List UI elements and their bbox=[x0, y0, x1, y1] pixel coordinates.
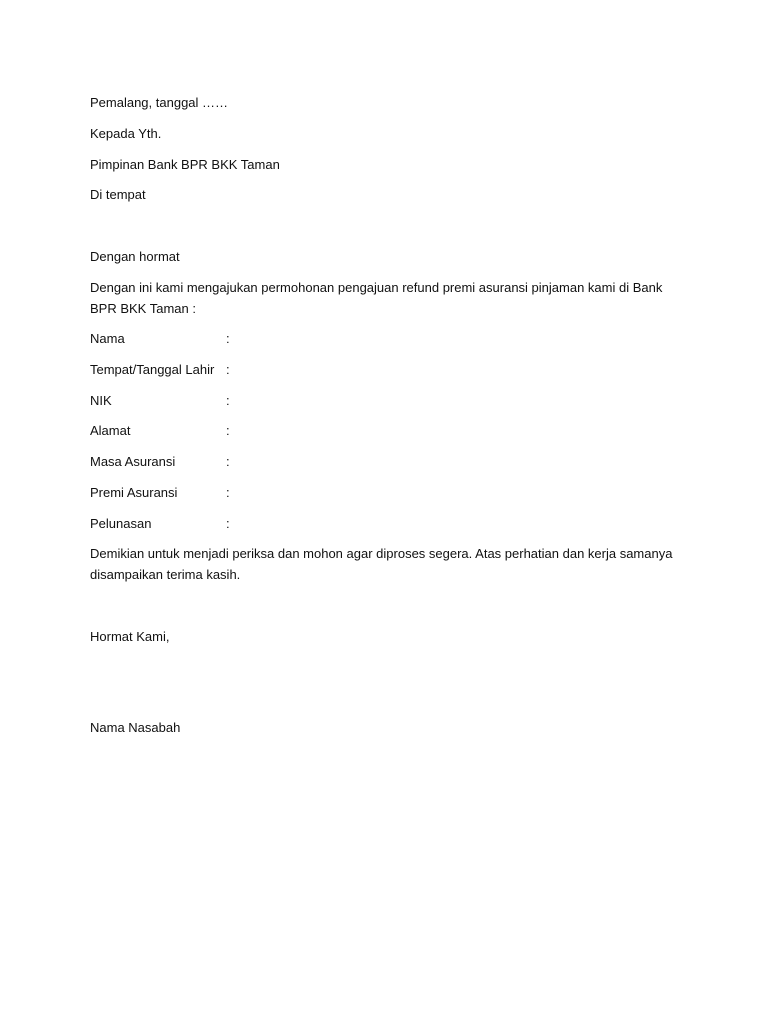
field-label: Pelunasan bbox=[90, 516, 152, 531]
field-colon: : bbox=[226, 485, 230, 500]
intro-paragraph: Dengan ini kami mengajukan permohonan pengajuan refund premi asuransi pinjaman kami di Bank BPR BKK Taman : bbox=[90, 280, 663, 316]
greeting: Dengan hormat bbox=[90, 249, 180, 264]
recipient-location: Di tempat bbox=[90, 187, 146, 202]
field-label: Tempat/Tanggal Lahir bbox=[90, 362, 215, 377]
field-colon: : bbox=[226, 393, 230, 408]
field-colon: : bbox=[226, 423, 230, 438]
field-label: Nama bbox=[90, 331, 125, 346]
recipient-name: Pimpinan Bank BPR BKK Taman bbox=[90, 157, 280, 172]
field-label: Masa Asuransi bbox=[90, 454, 176, 469]
field-label: NIK bbox=[90, 393, 112, 408]
field-label: Alamat bbox=[90, 423, 131, 438]
recipient-salutation: Kepada Yth. bbox=[90, 126, 162, 141]
field-colon: : bbox=[226, 516, 230, 531]
closing: Hormat Kami, bbox=[90, 629, 170, 644]
field-colon: : bbox=[226, 454, 230, 469]
place-date: Pemalang, tanggal …… bbox=[90, 95, 229, 110]
signature-name: Nama Nasabah bbox=[90, 720, 181, 735]
field-label: Premi Asuransi bbox=[90, 485, 178, 500]
closing-paragraph: Demikian untuk menjadi periksa dan mohon agar diproses segera. Atas perhatian dan kerja samanya disampaikan terima kasih. bbox=[90, 546, 673, 582]
field-colon: : bbox=[226, 362, 230, 377]
field-colon: : bbox=[226, 331, 230, 346]
